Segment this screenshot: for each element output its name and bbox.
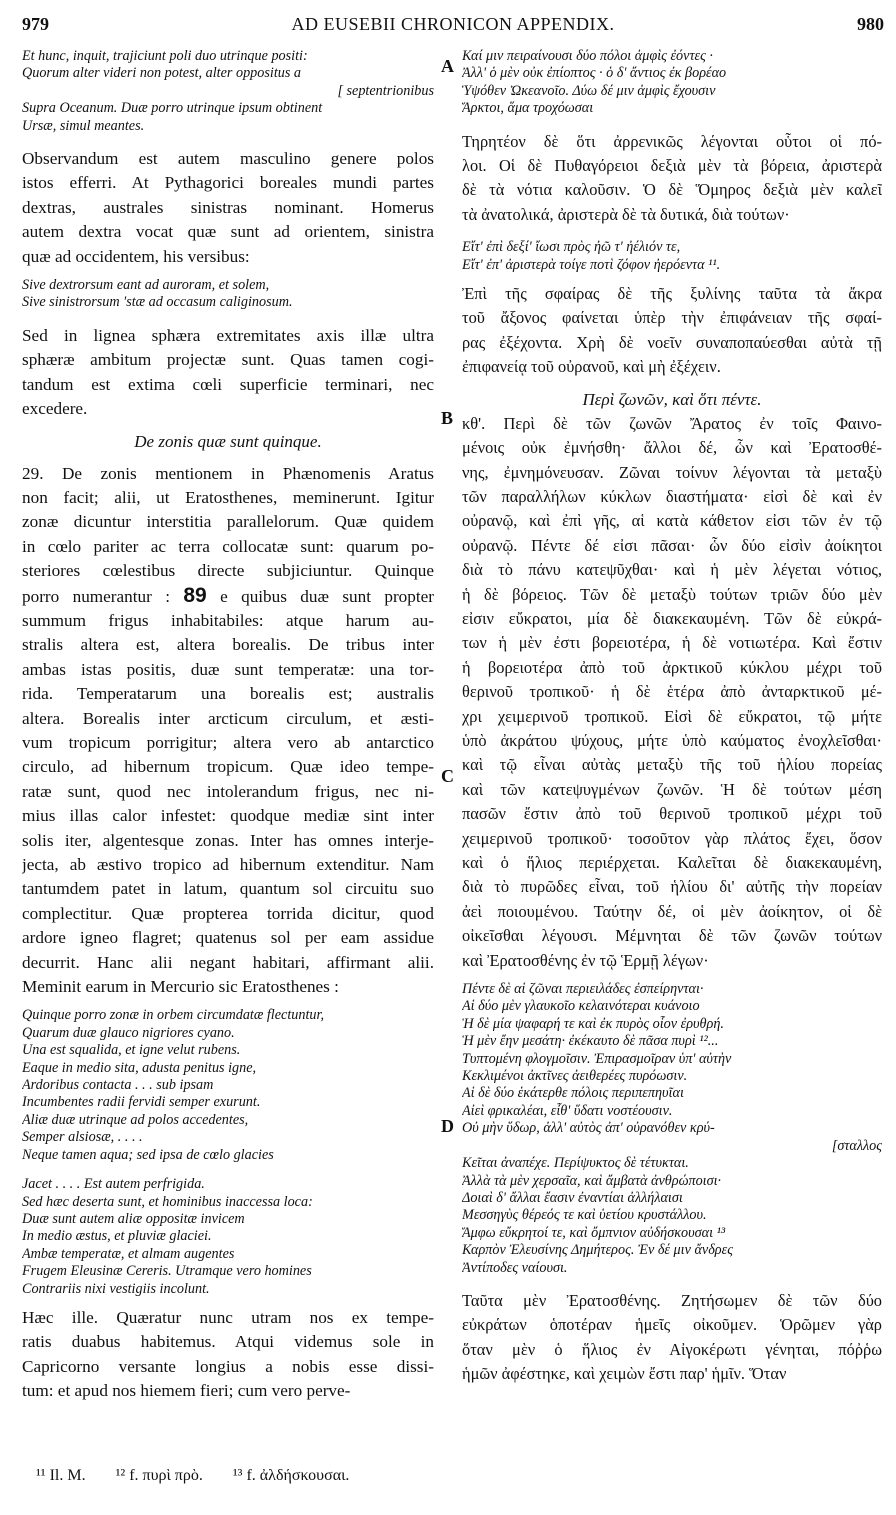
- prose-line: Meminit earum in Mercurio sic Eratosthenes :: [22, 977, 339, 997]
- prose-line: rida. Temperatarum una borealis est; australis: [22, 684, 434, 704]
- verse-line: Ἀντίποδες ναίουσι.: [462, 1259, 568, 1276]
- verse-line: Καί μιν πειραίνουσι δύο πόλοι ἀμφὶς ἐόντες ·: [462, 48, 713, 64]
- footnote-13: ¹³ f. ἀλδήσκουσαι.: [232, 1467, 350, 1484]
- verse-line: Τυπτομένη φλογμοῖσιν. Ἐπιρασμοῖραν ὑπ' αὐτὴν: [462, 1050, 732, 1067]
- verse-line: [ septentrionibus: [337, 82, 434, 99]
- greek-paragraph-2: [462, 282, 882, 380]
- prose-line: dextras, australes sinistras nominant. Homerus: [22, 197, 434, 217]
- prose-line: Observandum est autem masculino genere polos: [22, 149, 434, 169]
- verse-line: Ambæ temperatæ, et almam augentes: [22, 1245, 235, 1262]
- greek-paragraph-4: [462, 1289, 882, 1387]
- greek-verse-2: [462, 239, 882, 274]
- prose-line: διὰ τὸ πυρῶδες εἶναι, τοῦ ἡλίου δι' αὐτῆς τὴν πορείαν: [462, 877, 882, 897]
- greek-paragraph-1: [462, 130, 882, 228]
- prose-line: ρας ἐξέχοντα. Χρὴ δὲ νοεῖν συναποπαύεσθαι αὐτὰ τῇ: [462, 332, 882, 352]
- latin-column: [22, 48, 434, 1404]
- prose-line: decurrit. Hanc alii negant habitari, affirmant alii.: [22, 952, 434, 972]
- latin-paragraph-1: [22, 147, 434, 269]
- verse-line: In medio æstus, et pluviæ glaciei.: [22, 1228, 212, 1245]
- prose-line: τῶν παραλλήλων κύκλων διαστήματα· εἰσὶ δὲ καὶ ἐν: [462, 486, 882, 506]
- prose-line: τοῦ ἄξονος φαίνεται ὑπὲρ τὴν ἐπιφάνειαν τῆς σφαί-: [462, 308, 882, 328]
- verse-line: Αἰεὶ φρικαλέαι, εἶθ' ὕδατι νοστέουσιν.: [462, 1102, 673, 1119]
- verse-line: Sed hæc deserta sunt, et hominibus inaccessa loca:: [22, 1193, 313, 1210]
- verse-line: Quarum duæ glauco nigriores cyano.: [22, 1024, 235, 1041]
- running-title: AD EUSEBII CHRONICON APPENDIX.: [291, 14, 615, 34]
- verse-line: Πέντε δὲ αἱ ζῶναι περιειλάδες ἐσπείρηνται·: [462, 981, 704, 998]
- prose-line: μένοις οὐκ ἐμνήσθη· ἄλλοι δέ, ὧν καὶ Ἐρατοσθέ-: [462, 438, 882, 458]
- prose-line: καὶ Ἐρατοσθένης ἐν τῷ Ἑρμῇ λέγων·: [462, 950, 709, 970]
- page-number-right: 980: [857, 14, 884, 34]
- prose-line: των ἡ μὲν ἐστι βορειοτέρα, ἡ δὲ νοτιωτέρα. Καὶ ἔστιν: [462, 633, 882, 653]
- prose-line: οἰκεῖσθαι λέγουσι. Μέμνηται δὲ τῶν ζωνῶν τούτων: [462, 926, 882, 946]
- margin-letter-b: B: [441, 408, 454, 428]
- prose-line: autem dextra vocat quæ sunt ad orientem, sinistra: [22, 222, 434, 242]
- verse-line: Quinque porro zonæ in orbem circumdatæ flectuntur,: [22, 1007, 324, 1024]
- verse-line: Αἱ δύο μὲν γλαυκοῖο κελαινότεραι κυάνοιο: [462, 998, 700, 1015]
- prose-line: in cœlo pariter ac terra collocatæ sunt: quarum po-: [22, 536, 434, 556]
- verse-line: [σταλλος: [831, 1137, 882, 1154]
- prose-line: Τηρητέον δὲ ὅτι ἀρρενικῶς λέγονται οὗτοι οἱ πό-: [462, 131, 882, 151]
- prose-line: ratis duabus habitemus. Atqui videmus sole in: [22, 1332, 434, 1352]
- margin-letter-c: C: [441, 766, 454, 786]
- verse-line: Ἄμφω εὔκρητοί τε, καὶ ὄμπνιον αὐδήσκουσαι ¹³: [462, 1224, 726, 1241]
- prose-line: διὰ τὸ πάνυ κατεψῦχθαι· καὶ ἡ μὲν λέγεται νότιος,: [462, 560, 882, 580]
- verse-line: Et hunc, inquit, trajiciunt poli duo utrinque positi:: [22, 48, 308, 64]
- footnote-11: ¹¹ Il. M.: [36, 1467, 86, 1484]
- prose-line: ἐπιφανείᾳ τοῦ οὐρανοῦ, καὶ μὴ ἐξέχειν.: [462, 357, 721, 377]
- prose-line: πασῶν ἔστιν ἀπὸ τοῦ θερινοῦ τροπικοῦ μέχρι τοῦ: [462, 804, 882, 824]
- verse-line: Μεσσηγὺς θέρεός τε καὶ ὑετίου κρυστάλλου.: [462, 1207, 707, 1224]
- prose-line: porro numerantur : 89 e quibus duæ sunt propter: [22, 583, 434, 607]
- verse-line: Ἀλλ' ὁ μὲν οὐκ ἐπίοπτος · ὁ δ' ἄντιος ἐκ βορέαο: [462, 65, 727, 82]
- marginal-page-number: 89: [183, 583, 207, 607]
- prose-line: solis iter, algentesque zonas. Inter has omnes interje-: [22, 830, 434, 850]
- verse-line: Δοιαὶ δ' ἄλλαι ἔασιν ἐναντίαι ἀλλήλαισι: [462, 1189, 683, 1206]
- prose-line: χειμερινοῦ τροπικοῦ· τοσοῦτον γὰρ πλάτος ἔχει, ὅσον: [462, 828, 882, 848]
- page-number-left: 979: [22, 14, 49, 34]
- prose-line: tandum est extima cœli superficie terminari, nec: [22, 374, 434, 394]
- prose-line: steriores cœlestibus directe subjiciuntur. Quinque: [22, 561, 434, 581]
- prose-line: Hæc ille. Quæratur nunc utram nos ex tempe-: [22, 1307, 434, 1327]
- prose-line: complectitur. Quæ propterea torrida dicitur, quod: [22, 903, 434, 923]
- prose-line: Ταῦτα μὲν Ἐρατοσθένης. Ζητήσωμεν δὲ τῶν δύο: [462, 1290, 882, 1310]
- verse-line: Supra Oceanum. Duæ porro utrinque ipsum obtinent: [22, 100, 323, 117]
- prose-line: ἡ βορειοτέρα ἀπὸ τοῦ ἀρκτικοῦ κύκλου μέχρι τοῦ: [462, 657, 882, 677]
- verse-line: Eaque in medio sita, adusta penitus igne,: [22, 1059, 257, 1076]
- prose-line: θερινοῦ τροπικοῦ· ἡ δὲ ἑτέρα ἀπὸ ἀνταρκτικοῦ μέ-: [462, 682, 882, 702]
- prose-line: vum tropicum porrigitur; altera vero ab antarctico: [22, 732, 434, 752]
- prose-line: Capricorno versante longius a nobis esse dissi-: [22, 1356, 434, 1376]
- verse-line: Εἴτ' ἐπ' ἀριστερὰ τοίγε ποτὶ ζόφον ἠερόεντα ¹¹.: [462, 256, 721, 273]
- prose-line: tum: et apud nos hiemem fieri; cum vero perve-: [22, 1381, 351, 1401]
- prose-line: κθ'. Περὶ δὲ τῶν ζωνῶν Ἄρατος ἐν τοῖς Φαινο-: [462, 413, 882, 433]
- latin-section-heading: De zonis quæ sunt quinque.: [134, 431, 322, 451]
- footnote-12: ¹² f. πυρὶ πρὸ.: [115, 1467, 203, 1484]
- latin-paragraph-4: [22, 1306, 434, 1404]
- prose-line: quæ ad occidentem, his versibus:: [22, 246, 250, 266]
- greek-column: [462, 48, 882, 1387]
- verse-line: Una est squalida, et igne velut rubens.: [22, 1042, 241, 1059]
- verse-line: Οὐ μὴν ὕδωρ, ἀλλ' αὐτὸς ἀπ' οὐρανόθεν κρύ-: [462, 1120, 715, 1137]
- verse-line: Ἡ μὲν ἔην μεσάτη· ἐκέκαυτο δὲ πᾶσα πυρὶ ¹²...: [462, 1033, 719, 1050]
- prose-line: ὅταν μὲν ὁ ἥλιος ἐν Αἰγοκέρωτι γένηται, πόῤῥω: [462, 1339, 882, 1359]
- prose-line: οὐρανῷ, καὶ ἐπὶ γῆς, αἱ κατὰ κάθετον εἰσι τῶν ἐν τῷ: [462, 511, 882, 531]
- greek-section-heading: Περὶ ζωνῶν, καὶ ὅτι πέντε.: [582, 389, 762, 409]
- verse-line: Κεκλιμένοι ἀκτῖνες ἀειθερέες πυρόωσιν.: [462, 1068, 688, 1085]
- verse-line: Εἴτ' ἐπὶ δεξί' ἴωσι πρὸς ἠῶ τ' ἠέλιόν τε,: [462, 239, 681, 256]
- prose-line: zonæ dicuntur interstitia parallelorum. Quæ quidem: [22, 512, 434, 532]
- prose-line: ambas istas positis, duæ sunt temperatæ: una tor-: [22, 659, 434, 679]
- verse-line: Ἡ δὲ μία ψαφαρή τε καὶ ἐκ πυρὸς οἷον ἐρυθρή.: [462, 1015, 724, 1032]
- latin-verse-2: [22, 277, 434, 312]
- verse-line: Duæ sunt autem aliæ oppositæ invicem: [22, 1210, 245, 1227]
- prose-line: ἡ δὲ βόρειος. Τῶν δὲ μεταξὺ τούτων τριῶν δύο μὲν: [462, 584, 882, 604]
- prose-line: ὑπὸ ἀκράτου ψύχους, μήτε ὑπὸ καύματος ἐνοχλεῖσθαι·: [462, 730, 882, 750]
- prose-line: circulo, ad hibernum tropicum. Quæ ideo tempe-: [22, 757, 434, 777]
- prose-line: ἀεὶ ποιουμένου. Ταύτην δέ, οἱ μὲν ἀοίκητον, οἱ δὲ: [462, 901, 882, 921]
- latin-paragraph-3: [22, 462, 434, 1000]
- prose-line: altera. Borealis inter arcticum circulum, et æsti-: [22, 708, 434, 728]
- verse-line: Καρπὸν Ἐλευσίνης Δημήτερος. Ἐν δέ μιν ἄνδρες: [462, 1242, 733, 1259]
- margin-letter-a: A: [441, 56, 454, 76]
- verse-line: Contrariis nixi vestigiis incolunt.: [22, 1280, 210, 1297]
- prose-line: jecta, ab æstivo tropico ad hibernum extenditur. Nam: [22, 855, 434, 874]
- verse-line: Αἱ δὲ δύο ἑκάτερθε πόλοις περιπεπηυῖαι: [462, 1085, 684, 1102]
- prose-line: istos efferri. At Pythagorici boreales mundi partes: [22, 173, 434, 193]
- prose-line: sphæræ ambitum projectæ sunt. Quas tamen cogi-: [22, 350, 434, 370]
- verse-line: Neque tamen aqua; sed ipsa de cœlo glacies: [22, 1146, 274, 1163]
- running-header: [22, 14, 884, 40]
- prose-line: stralis altera est, altera borealis. De tribus inter: [22, 635, 434, 655]
- prose-line: καὶ ὁ ἥλιος περιέρχεται. Καλεῖται δὲ διακεκαυμένη,: [462, 853, 882, 872]
- verse-line: Ardoribus contacta . . . sub ipsam: [22, 1077, 214, 1094]
- prose-line: τὰ ἀνατολικά, ἀριστερὰ δὲ τὰ δυτικά, διὰ τούτων·: [462, 204, 790, 224]
- latin-verse-1: [22, 48, 434, 135]
- verse-line: Jacet . . . . Est autem perfrigida.: [22, 1176, 205, 1193]
- verse-line: Ὑψόθεν Ὠκεανοῖο. Δύω δέ μιν ἀμφὶς ἔχουσιν: [462, 82, 716, 99]
- verse-line: Semper alsiosæ, . . . .: [22, 1129, 143, 1146]
- prose-line: καὶ τῷ εἶναι αὐτὰς μεταξὺ τῆς τοῦ ἡλίου πορείας: [462, 755, 882, 775]
- verse-line: Sive sinistrorsum 'stæ ad occasum caliginosum.: [22, 294, 293, 311]
- prose-line: ratæ sunt, quod nec intolerandum frigus, nec ni-: [22, 781, 434, 801]
- prose-line: εἰσιν εὔκρατοι, μία δὲ διακεκαυμένη. Τῶν δὲ εὐκρά-: [462, 608, 882, 628]
- prose-line: summum frigus inhabitabiles: atque harum au-: [22, 610, 434, 630]
- prose-line: excedere.: [22, 399, 88, 419]
- verse-line: Quorum alter videri non potest, alter oppositus a: [22, 65, 302, 82]
- verse-line: Frugem Eleusinæ Cereris. Utramque vero homines: [22, 1263, 312, 1280]
- prose-line: οὐρανῷ. Πέντε δέ εἰσι πᾶσαι· ὧν δύο εἰσὶν ἀοίκητοι: [462, 535, 882, 555]
- prose-line: ἡμῶν ἀφέστηκε, καὶ χειμὼν ἔστι παρ' ἡμῖν. Ὅταν: [462, 1364, 787, 1384]
- margin-letter-d: D: [441, 1116, 454, 1136]
- verse-line: Κεῖται ἀναπέχε. Περίψυκτος δὲ τέτυκται.: [462, 1155, 689, 1172]
- latin-verse-3: [22, 1007, 434, 1164]
- prose-line: νης, ἐμνημόνευσαν. Ζῶναι τοίνυν λέγονται τὰ μεταξὺ: [462, 462, 882, 482]
- prose-line: λοι. Οἱ δὲ Πυθαγόρειοι δεξιὰ μὲν τὰ βόρεια, ἀριστερὰ: [462, 156, 882, 176]
- verse-line: Ursæ, simul meantes.: [22, 117, 145, 134]
- prose-line: καὶ τῶν κατεψυγμένων ζωνῶν. Ἡ δὲ τούτων μέση: [462, 779, 882, 799]
- verse-line: Aliæ duæ utrinque ad polos accedentes,: [22, 1111, 249, 1128]
- prose-line: χρι χειμερινοῦ τροπικοῦ. Εἰσὶ δὲ εὔκρατοι, τῷ μήτε: [462, 706, 882, 726]
- prose-line: δὲ τὰ νότια καλοῦσιν. Ὁ δὲ Ὅμηρος δεξιὰ μὲν καλεῖ: [462, 180, 882, 200]
- verse-line: Incumbentes radii fervidi semper exurunt.: [22, 1094, 261, 1111]
- greek-verse-3: [462, 981, 882, 1277]
- verse-line: Sive dextrorsum eant ad auroram, et solem,: [22, 277, 270, 294]
- greek-paragraph-3: [462, 412, 882, 973]
- prose-line: Sed in lignea sphæra extremitates axis illæ ultra: [22, 325, 434, 345]
- prose-line: ardore igneo flagret; quatenus sol per eam assidue: [22, 928, 434, 948]
- latin-paragraph-2: [22, 324, 434, 422]
- footnotes: [36, 1467, 375, 1485]
- prose-line: Ἐπὶ τῆς σφαίρας δὲ τῆς ξυλίνης ταῦτα τὰ ἄκρα: [462, 284, 882, 304]
- prose-line: non facit; alii, ut Eratosthenes, meminerunt. Igitur: [22, 487, 434, 507]
- greek-verse-1: [462, 48, 882, 118]
- prose-line: mius illas calor infestet: quodque mediæ sint inter: [22, 806, 434, 826]
- verse-line: Ἀλλὰ τὰ μὲν χερσαῖα, καὶ ἄμβατὰ ἀνθρώποισι·: [462, 1172, 722, 1189]
- prose-line: εὐκράτων ὁποτέραν ἡμεῖς οἰκοῦμεν. Ὁρῶμεν γὰρ: [462, 1315, 882, 1335]
- verse-line: Ἄρκτοι, ἅμα τροχόωσαι: [462, 100, 594, 117]
- latin-verse-4: [22, 1176, 434, 1298]
- prose-line: tantumdem patet in latum, quantum sol circuitu suo: [22, 879, 434, 899]
- prose-line: 29. De zonis mentionem in Phænomenis Aratus: [22, 463, 434, 483]
